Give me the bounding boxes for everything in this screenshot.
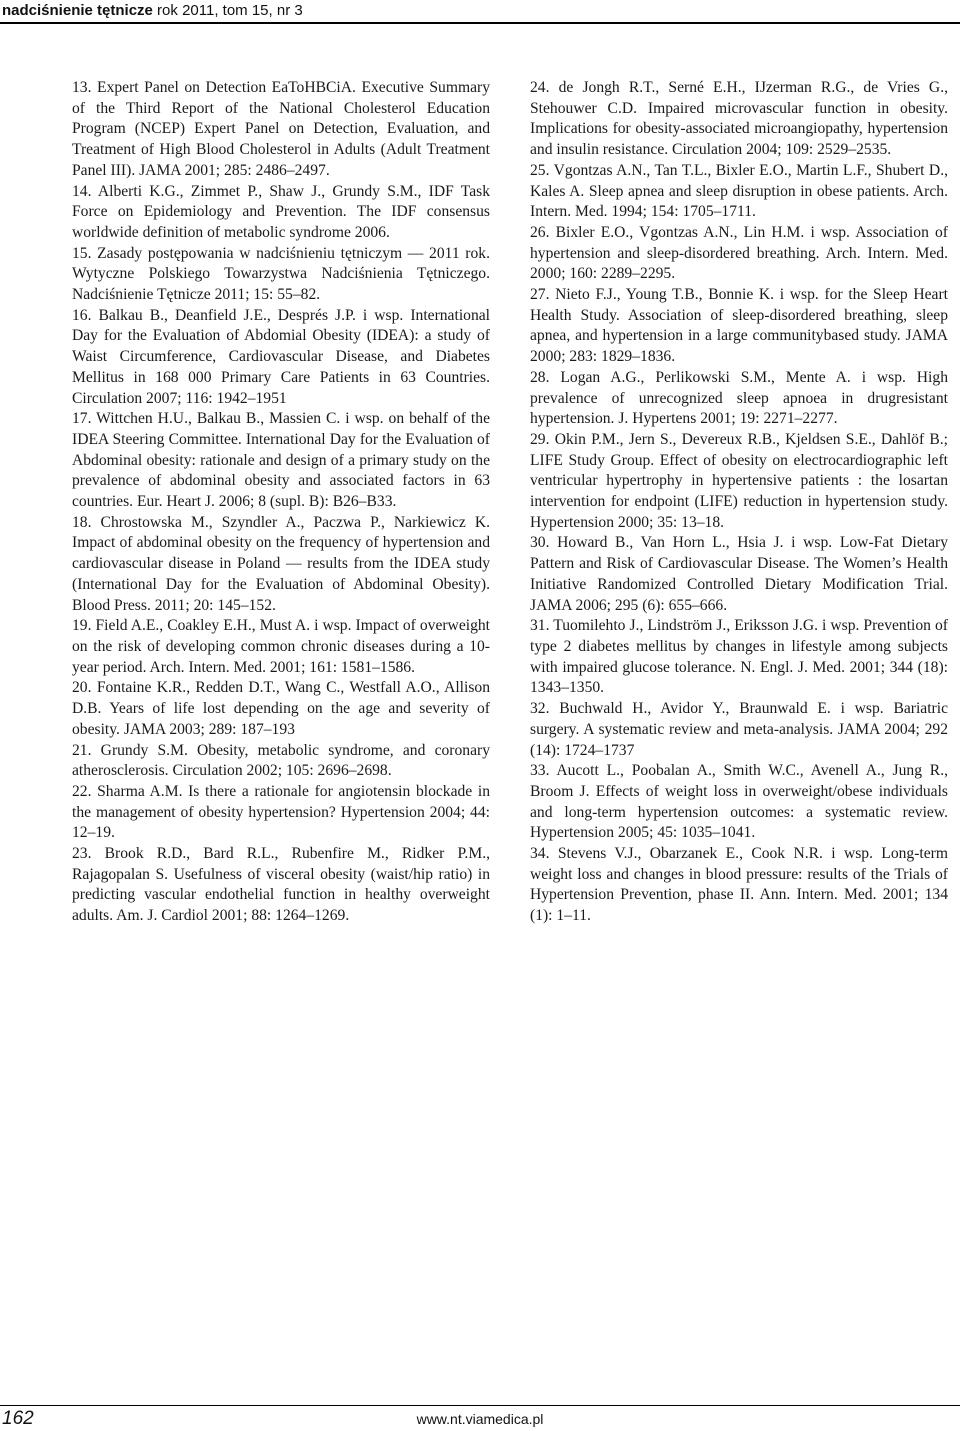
reference-23: 23. Brook R.D., Bard R.L., Rubenfire M., Ridker P.M., Rajagopalan S. Usefulness of visceral obesity (waist/hip ratio) in predicting vascular endothelial function in healthy overweight adults. Am. J. Cardiol 2001; 88: 1264–1269.: [72, 845, 490, 925]
reference-34: 34. Stevens V.J., Obarzanek E., Cook N.R. i wsp. Long-term weight loss and changes in blood pressure: results of the Trials of Hypertension Prevention, phase II. Ann. Intern. Med. 2001; 134 (1): 1–11.: [530, 845, 948, 925]
reference-24: 24. de Jongh R.T., Serné E.H., IJzerman R.G., de Vries G., Stehouwer C.D. Impaired microvascular function in obesity. Implications for obesity-associated microangiopathy, hypertension and insulin resistance. Circulation 2004; 109: 2529–2535.: [530, 79, 948, 159]
footer-rule: [0, 1405, 960, 1406]
reference-26: 26. Bixler E.O., Vgontzas A.N., Lin H.M. i wsp. Association of hypertension and sleep-disordered breathing. Arch. Intern. Med. 2000; 160: 2289–2295.: [530, 223, 948, 283]
running-header: [0, 0, 303, 22]
reference-13: 13. Expert Panel on Detection EaToHBCiA. Executive Summary of the Third Report of the National Cholesterol Education Program (NCEP) Expert Panel on Detection, Evaluation, and Treatment of High Blood Cholesterol in Adults (Adult Treatment Panel III). JAMA 2001; 285: 2486–2497.: [72, 79, 490, 179]
issue-info: rok 2011, tom 15, nr 3: [152, 2, 303, 19]
page-number: 162: [2, 1408, 34, 1429]
reference-17: 17. Wittchen H.U., Balkau B., Massien C. i wsp. on behalf of the IDEA Steering Committee. International Day for the Evaluation of Abdominal obesity: rationale and design of a primary study on the prevalence of abdominal obesity and associated factors in 63 countries. Eur. Heart J. 2006; 8 (supl. B): B26–B33.: [72, 410, 490, 511]
reference-31: 31. Tuomilehto J., Lindström J., Eriksson J.G. i wsp. Prevention of type 2 diabetes mellitus by changes in lifestyle among subjects with impaired glucose tolerance. N. Engl. J. Med. 2001; 344 (18): 1343–1350.: [530, 617, 948, 697]
reference-21: 21. Grundy S.M. Obesity, metabolic syndrome, and coronary atherosclerosis. Circulation 2002; 105: 2696–2698.: [72, 741, 490, 780]
reference-33: 33. Aucott L., Poobalan A., Smith W.C., Avenell A., Jung R., Broom J. Effects of weight loss in overweight/obese individuals and long-term hypertension outcomes: a systematic review. Hypertension 2005; 45: 1035–1041.: [530, 762, 948, 842]
reference-15: 15. Zasady postępowania w nadciśnieniu tętniczym — 2011 rok. Wytyczne Polskiego Towarzystwa Nadciśnienia Tętniczego. Nadciśnienie Tętnicze 2011; 15: 55–82.: [72, 244, 490, 304]
reference-27: 27. Nieto F.J., Young T.B., Bonnie K. i wsp. for the Sleep Heart Health Study. Association of sleep-disordered breathing, sleep apnea, and hypertension in a large communitybased study. JAMA 2000; 283: 1829–1836.: [530, 286, 948, 366]
reference-29: 29. Okin P.M., Jern S., Devereux R.B., Kjeldsen S.E., Dahlöf B.; LIFE Study Group. Effect of obesity on electrocardiographic left ventricular hypertrophy in hypertensive patients : the losartan intervention for endpoint (LIFE) reduction in hypertension study. Hypertension 2000; 35: 13–18.: [530, 430, 948, 531]
reference-25: 25. Vgontzas A.N., Tan T.L., Bixler E.O., Martin L.F., Shubert D., Kales A. Sleep apnea and sleep disruption in obese patients. Arch. Intern. Med. 1994; 154: 1705–1711.: [530, 161, 948, 221]
reference-16: 16. Balkau B., Deanfield J.E., Després J.P. i wsp. International Day for the Evaluation of Abdomial Obesity (IDEA): a study of Waist Circumference, Cardiovascular Disease, and Diabetes Mellitus in 168 000 Primary Care Patients in 63 Countries. Circulation 2007; 116: 1942–1951: [72, 306, 490, 407]
reference-19: 19. Field A.E., Coakley E.H., Must A. i wsp. Impact of overweight on the risk of developing common chronic diseases during a 10-year period. Arch. Intern. Med. 2001; 161: 1581–1586.: [72, 617, 490, 676]
reference-14: 14. Alberti K.G., Zimmet P., Shaw J., Grundy S.M., IDF Task Force on Epidemiology and Prevention. The IDF consensus worldwide definition of metabolic syndrome 2006.: [72, 182, 490, 241]
reference-22: 22. Sharma A.M. Is there a rationale for angiotensin blockade in the management of obesity hypertension? Hypertension 2004; 44: 12–19.: [72, 782, 490, 842]
reference-28: 28. Logan A.G., Perlikowski S.M., Mente A. i wsp. High prevalence of unrecognized sleep apnoea in drugresistant hypertension. J. Hypertens 2001; 19: 2271–2277.: [530, 368, 948, 428]
header-rule: [0, 22, 960, 24]
reference-20: 20. Fontaine K.R., Redden D.T., Wang C., Westfall A.O., Allison D.B. Years of life lost depending on the age and severity of obesity. JAMA 2003; 289: 187–193: [72, 679, 490, 738]
references-right-column: [530, 78, 948, 927]
reference-18: 18. Chrostowska M., Szyndler A., Paczwa P., Narkiewicz K. Impact of abdominal obesity on the frequency of hypertension and cardiovascular disease in Poland — results from the IDEA study (International Day for the Evaluation of Abdominal Obesity). Blood Press. 2011; 20: 145–152.: [72, 513, 490, 614]
journal-title: nadciśnienie tętnicze: [2, 2, 153, 19]
references-left-column: [72, 78, 490, 927]
reference-30: 30. Howard B., Van Horn L., Hsia J. i wsp. Low-Fat Dietary Pattern and Risk of Cardiovascular Disease. The Women’s Health Initiative Randomized Controlled Dietary Modification Trial. JAMA 2006; 295 (6): 655–666.: [530, 534, 948, 614]
reference-32: 32. Buchwald H., Avidor Y., Braunwald E. i wsp. Bariatric surgery. A systematic review and meta-analysis. JAMA 2004; 292 (14): 1724–1737: [530, 700, 948, 759]
footer-website: www.nt.viamedica.pl: [416, 1411, 544, 1427]
